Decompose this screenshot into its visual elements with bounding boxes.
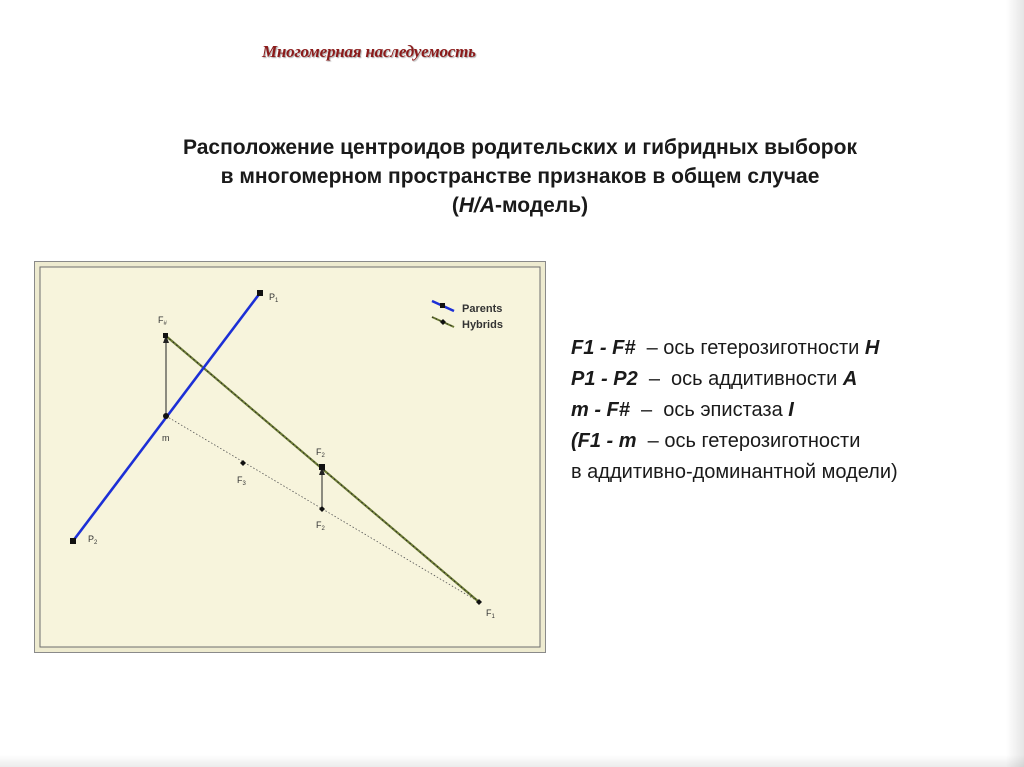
title-model-symbols: H/A (458, 194, 496, 217)
note-text: – ось эпистаза (629, 399, 789, 421)
note-symbol: H (864, 337, 880, 359)
note-term: F1 - F# (571, 337, 636, 359)
slide-title (60, 133, 980, 220)
label-f2-top: $F_2$ (316, 447, 325, 459)
point-m (163, 413, 169, 419)
centroid-diagram (34, 261, 546, 653)
point-f2-top (319, 464, 325, 470)
title-model-rest: -модель) (495, 194, 589, 217)
note-symbol: I (788, 399, 794, 421)
label-f3: $F_3$ (237, 475, 246, 487)
slide-shadow-bottom (0, 755, 1024, 767)
point-fh (163, 333, 168, 338)
label-fh: $F_{\#}$ (158, 315, 167, 327)
note-line-2 (571, 364, 1011, 395)
note-line-3 (571, 395, 1011, 426)
title-line-2: в многомерном пространстве признаков в общем случае (220, 165, 820, 188)
note-symbol: A (842, 368, 858, 390)
axis-notes (571, 333, 1011, 488)
label-m: m (162, 433, 170, 443)
diagram-svg (34, 261, 546, 653)
note-line-5 (571, 457, 1011, 488)
note-text: в аддитивно-доминантной модели) (571, 461, 898, 483)
note-line-1 (571, 333, 1011, 364)
slide-heading: Многомерная наследуемость (262, 42, 476, 61)
note-text: – ось гетерозиготности (635, 337, 865, 359)
note-term: m - F# (571, 399, 630, 421)
note-line-4 (571, 426, 1011, 457)
label-p2: $P_2$ (88, 534, 98, 546)
label-p1: $P_1$ (269, 292, 279, 304)
point-p1 (257, 290, 263, 296)
label-f2-bottom: $F_2$ (316, 520, 325, 532)
point-p2 (70, 538, 76, 544)
title-line-1: Расположение центроидов родительских и гибридных выборок (183, 136, 857, 159)
title-line-3 (60, 191, 980, 220)
note-term: (F1 - m (571, 430, 637, 452)
note-text: – ось аддитивности (637, 368, 843, 390)
legend-hybrids-label: Hybrids (462, 319, 503, 331)
note-term: P1 - P2 (571, 368, 638, 390)
note-text: – ось гетерозиготности (636, 430, 861, 452)
legend-parents-marker (440, 303, 445, 308)
legend-parents-label: Parents (462, 303, 503, 315)
label-f1: $F_1$ (486, 608, 495, 620)
title-model-open: ( (451, 194, 459, 217)
